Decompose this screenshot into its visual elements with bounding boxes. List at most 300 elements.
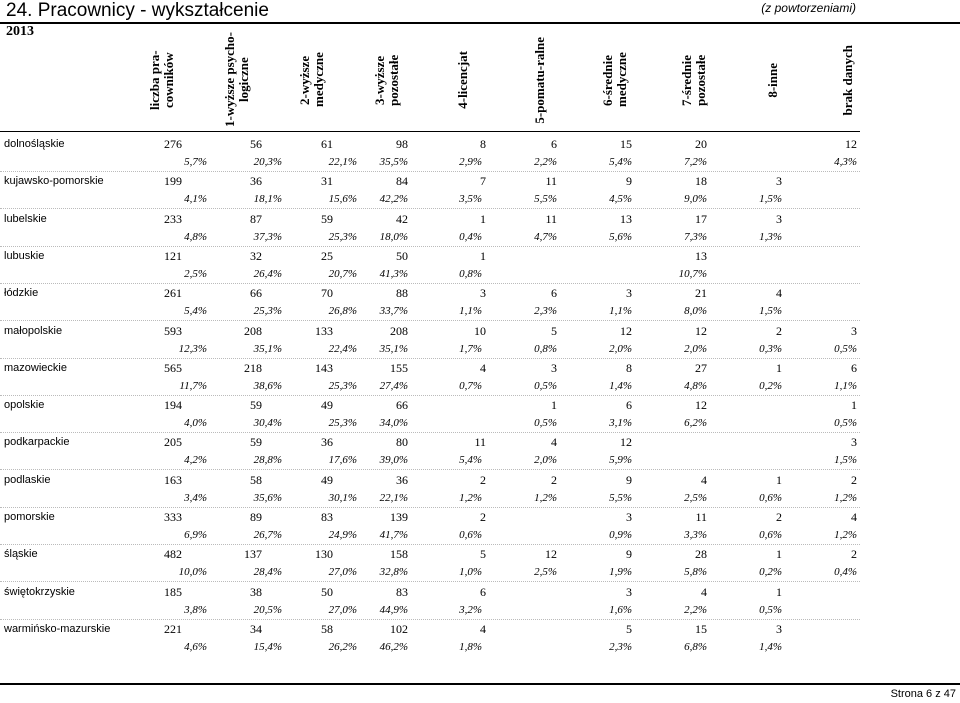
percent-cell: 26,7%: [253, 529, 282, 541]
percent-cell: 44,9%: [379, 603, 408, 616]
column-header-label: 7-średnie pozostałe: [679, 54, 708, 106]
count-cell: 3: [776, 621, 782, 636]
count-cell: 4: [701, 584, 707, 599]
count-cell: 199: [164, 174, 182, 189]
page-footer: Strona 6 z 47: [890, 688, 956, 700]
percent-cell: 41,7%: [379, 529, 408, 541]
row-separator: [0, 469, 860, 470]
count-cell: 89: [250, 510, 262, 524]
percent-cell: 3,3%: [684, 529, 707, 541]
percent-cell: 0,7%: [459, 379, 482, 392]
count-cell: 11: [545, 211, 557, 226]
count-cell: 84: [396, 174, 408, 189]
percent-cell: 5,8%: [684, 566, 707, 579]
percent-cell: 6,9%: [184, 529, 207, 541]
percent-cell: 2,3%: [609, 640, 632, 653]
column-header: [595, 30, 635, 130]
header-rule: [0, 131, 860, 132]
percent-cell: 4,1%: [184, 193, 207, 206]
count-cell: 42: [396, 211, 408, 226]
title-rule: [0, 22, 960, 24]
percent-cell: 6,2%: [684, 417, 707, 430]
row-separator: [0, 432, 860, 433]
column-header: [828, 30, 868, 130]
region-name: kujawsko-pomorskie: [4, 175, 104, 188]
percent-cell: 1,9%: [609, 566, 632, 579]
region-name: lubelskie: [4, 212, 47, 225]
count-cell: 1: [851, 398, 857, 413]
count-cell: 143: [315, 360, 333, 375]
column-header: [217, 30, 257, 130]
percent-cell: 1,4%: [759, 640, 782, 653]
count-cell: 87: [250, 211, 262, 226]
count-cell: 1: [776, 360, 782, 375]
count-cell: 12: [695, 398, 707, 413]
count-cell: 593: [164, 323, 182, 338]
count-cell: 130: [315, 547, 333, 562]
count-cell: 12: [545, 547, 557, 562]
percent-cell: 0,5%: [534, 417, 557, 430]
page-title: 24. Pracownicy - wykształcenie: [6, 0, 269, 21]
percent-cell: 18,1%: [253, 193, 282, 206]
count-cell: 2: [851, 547, 857, 562]
count-cell: 194: [164, 398, 182, 413]
percent-cell: 4,5%: [609, 193, 632, 206]
percent-cell: 1,1%: [609, 305, 632, 318]
region-name: podkarpackie: [4, 436, 70, 449]
percent-cell: 28,4%: [253, 566, 282, 579]
count-cell: 137: [244, 547, 262, 562]
region-name: dolnośląskie: [4, 138, 65, 150]
percent-cell: 2,2%: [534, 156, 557, 168]
percent-cell: 5,7%: [184, 156, 207, 168]
count-cell: 4: [701, 472, 707, 487]
count-cell: 12: [845, 137, 857, 151]
region-name: śląskie: [4, 548, 38, 561]
count-cell: 49: [321, 398, 333, 413]
row-separator: [0, 246, 860, 247]
percent-cell: 1,4%: [609, 379, 632, 392]
count-cell: 205: [164, 435, 182, 450]
percent-cell: 0,4%: [459, 230, 482, 243]
percent-cell: 37,3%: [253, 230, 282, 243]
percent-cell: 0,2%: [759, 379, 782, 392]
percent-cell: 2,5%: [534, 566, 557, 579]
count-cell: 83: [321, 510, 333, 524]
count-cell: 59: [250, 398, 262, 413]
column-header-label: 2-wyższe medyczne: [297, 52, 326, 108]
count-cell: 50: [321, 584, 333, 599]
count-cell: 276: [164, 137, 182, 151]
percent-cell: 33,7%: [379, 305, 408, 318]
count-cell: 6: [851, 360, 857, 375]
percent-cell: 34,0%: [379, 417, 408, 430]
count-cell: 185: [164, 584, 182, 599]
percent-cell: 35,1%: [379, 342, 408, 355]
count-cell: 18: [695, 174, 707, 189]
count-cell: 2: [776, 323, 782, 338]
percent-cell: 10,7%: [678, 267, 707, 280]
count-cell: 13: [620, 211, 632, 226]
count-cell: 20: [695, 137, 707, 151]
region-name: małopolskie: [4, 324, 63, 337]
count-cell: 261: [164, 286, 182, 301]
count-cell: 1: [776, 584, 782, 599]
percent-cell: 1,3%: [759, 230, 782, 243]
percent-cell: 0,8%: [534, 342, 557, 355]
percent-cell: 4,6%: [184, 640, 207, 653]
row-separator: [0, 544, 860, 545]
percent-cell: 41,3%: [379, 267, 408, 280]
region-name: pomorskie: [4, 511, 55, 523]
percent-cell: 0,9%: [609, 529, 632, 541]
count-cell: 6: [626, 398, 632, 413]
percent-cell: 1,2%: [534, 491, 557, 504]
count-cell: 49: [321, 472, 333, 487]
percent-cell: 0,8%: [459, 267, 482, 280]
percent-cell: 35,6%: [253, 491, 282, 504]
count-cell: 482: [164, 547, 182, 562]
count-cell: 98: [396, 137, 408, 151]
percent-cell: 0,6%: [759, 529, 782, 541]
percent-cell: 1,2%: [834, 529, 857, 541]
percent-cell: 25,3%: [328, 379, 357, 392]
count-cell: 50: [396, 248, 408, 263]
percent-cell: 1,0%: [459, 566, 482, 579]
column-header-label: 1-wyższe psycho- logiczne: [222, 32, 251, 128]
percent-cell: 15,6%: [328, 193, 357, 206]
column-header-label: 3-wyższe pozostałe: [372, 54, 401, 106]
percent-cell: 26,8%: [328, 305, 357, 318]
repetition-note: (z powtorzeniami): [761, 1, 856, 15]
percent-cell: 1,2%: [459, 491, 482, 504]
percent-cell: 5,6%: [609, 230, 632, 243]
column-header-label: brak danych: [840, 44, 855, 116]
percent-cell: 3,1%: [609, 417, 632, 430]
percent-cell: 10,0%: [178, 566, 207, 579]
percent-cell: 18,0%: [379, 230, 408, 243]
count-cell: 36: [321, 435, 333, 450]
region-name: świętokrzyskie: [4, 585, 75, 598]
count-cell: 80: [396, 435, 408, 450]
column-header: [367, 30, 407, 130]
column-header: [753, 30, 793, 130]
count-cell: 333: [164, 510, 182, 524]
percent-cell: 1,8%: [459, 640, 482, 653]
column-header: [292, 30, 332, 130]
count-cell: 2: [776, 510, 782, 524]
count-cell: 5: [626, 621, 632, 636]
percent-cell: 5,5%: [534, 193, 557, 206]
count-cell: 83: [396, 584, 408, 599]
count-cell: 3: [480, 286, 486, 301]
count-cell: 56: [250, 137, 262, 151]
count-cell: 12: [620, 435, 632, 450]
percent-cell: 7,3%: [684, 230, 707, 243]
column-header: [674, 30, 714, 130]
row-separator: [0, 395, 860, 396]
percent-cell: 0,5%: [534, 379, 557, 392]
percent-cell: 0,3%: [759, 342, 782, 355]
count-cell: 208: [390, 323, 408, 338]
region-name: mazowieckie: [4, 361, 67, 374]
count-cell: 15: [620, 137, 632, 151]
percent-cell: 38,6%: [253, 379, 282, 392]
percent-cell: 26,4%: [253, 267, 282, 280]
count-cell: 36: [396, 472, 408, 487]
count-cell: 3: [776, 211, 782, 226]
count-cell: 121: [164, 248, 182, 263]
percent-cell: 22,1%: [328, 156, 357, 168]
percent-cell: 22,1%: [379, 491, 408, 504]
row-separator: [0, 581, 860, 582]
count-cell: 2: [480, 510, 486, 524]
count-cell: 9: [626, 174, 632, 189]
percent-cell: 42,2%: [379, 193, 408, 206]
percent-cell: 5,9%: [609, 454, 632, 467]
percent-cell: 20,5%: [253, 603, 282, 616]
count-cell: 7: [480, 174, 486, 189]
count-cell: 36: [250, 174, 262, 189]
percent-cell: 27,0%: [328, 603, 357, 616]
percent-cell: 4,3%: [834, 156, 857, 168]
count-cell: 8: [626, 360, 632, 375]
count-cell: 17: [695, 211, 707, 226]
count-cell: 8: [480, 137, 486, 151]
count-cell: 6: [480, 584, 486, 599]
count-cell: 233: [164, 211, 182, 226]
percent-cell: 0,6%: [759, 491, 782, 504]
count-cell: 59: [321, 211, 333, 226]
percent-cell: 4,8%: [184, 230, 207, 243]
percent-cell: 32,8%: [379, 566, 408, 579]
percent-cell: 0,4%: [834, 566, 857, 579]
percent-cell: 11,7%: [179, 379, 207, 392]
footer-rule: [0, 683, 960, 685]
percent-cell: 0,5%: [759, 603, 782, 616]
percent-cell: 20,7%: [328, 267, 357, 280]
row-separator: [0, 619, 860, 620]
percent-cell: 30,1%: [328, 491, 357, 504]
count-cell: 4: [480, 360, 486, 375]
percent-cell: 2,0%: [534, 454, 557, 467]
region-name: podlaskie: [4, 473, 51, 486]
percent-cell: 25,3%: [253, 305, 282, 318]
percent-cell: 3,8%: [184, 603, 207, 616]
percent-cell: 8,0%: [684, 305, 707, 318]
percent-cell: 1,7%: [459, 342, 482, 355]
count-cell: 32: [250, 248, 262, 263]
count-cell: 70: [321, 286, 333, 301]
count-cell: 66: [250, 286, 262, 301]
region-name: łódzkie: [4, 287, 39, 300]
count-cell: 1: [776, 547, 782, 562]
column-header: [443, 30, 483, 130]
percent-cell: 1,1%: [459, 305, 482, 318]
count-cell: 3: [626, 286, 632, 301]
row-separator: [0, 320, 860, 321]
percent-cell: 0,6%: [459, 529, 482, 541]
column-header-label: 4-licencjat: [455, 51, 470, 109]
percent-cell: 2,5%: [184, 267, 207, 280]
percent-cell: 26,2%: [328, 640, 357, 653]
count-cell: 58: [250, 472, 262, 487]
percent-cell: 2,3%: [534, 305, 557, 318]
percent-cell: 1,5%: [759, 305, 782, 318]
region-name: lubuskie: [4, 249, 45, 262]
percent-cell: 2,9%: [459, 156, 482, 168]
count-cell: 102: [390, 621, 408, 636]
count-cell: 61: [321, 137, 333, 151]
year-label: 2013: [6, 24, 34, 39]
count-cell: 3: [626, 584, 632, 599]
count-cell: 66: [396, 398, 408, 413]
count-cell: 34: [250, 621, 262, 636]
count-cell: 163: [164, 472, 182, 487]
count-cell: 3: [776, 174, 782, 189]
count-cell: 12: [620, 323, 632, 338]
row-separator: [0, 283, 860, 284]
count-cell: 3: [851, 323, 857, 338]
percent-cell: 1,1%: [834, 379, 857, 392]
count-cell: 6: [551, 137, 557, 151]
percent-cell: 24,9%: [328, 529, 357, 541]
count-cell: 15: [695, 621, 707, 636]
count-cell: 155: [390, 360, 408, 375]
region-name: opolskie: [4, 399, 45, 412]
percent-cell: 6,8%: [684, 640, 707, 653]
count-cell: 3: [551, 360, 557, 375]
percent-cell: 7,2%: [684, 156, 707, 168]
count-cell: 1: [480, 211, 486, 226]
percent-cell: 0,5%: [834, 417, 857, 430]
count-cell: 12: [695, 323, 707, 338]
count-cell: 3: [626, 510, 632, 524]
percent-cell: 4,7%: [534, 230, 557, 243]
count-cell: 133: [315, 323, 333, 338]
count-cell: 6: [551, 286, 557, 301]
count-cell: 25: [321, 248, 333, 263]
count-cell: 221: [164, 621, 182, 636]
percent-cell: 2,0%: [684, 342, 707, 355]
count-cell: 10: [474, 323, 486, 338]
percent-cell: 25,3%: [328, 230, 357, 243]
percent-cell: 1,6%: [609, 603, 632, 616]
percent-cell: 27,4%: [379, 379, 408, 392]
count-cell: 59: [250, 435, 262, 450]
percent-cell: 5,4%: [609, 156, 632, 168]
row-separator: [0, 507, 860, 508]
percent-cell: 2,2%: [684, 603, 707, 616]
percent-cell: 28,8%: [253, 454, 282, 467]
percent-cell: 5,4%: [459, 454, 482, 467]
count-cell: 218: [244, 360, 262, 375]
count-cell: 58: [321, 621, 333, 636]
percent-cell: 25,3%: [328, 417, 357, 430]
count-cell: 2: [480, 472, 486, 487]
region-name: warmińsko-mazurskie: [4, 622, 111, 635]
percent-cell: 1,5%: [834, 454, 857, 467]
count-cell: 565: [164, 360, 182, 375]
count-cell: 2: [551, 472, 557, 487]
percent-cell: 2,0%: [609, 342, 632, 355]
percent-cell: 30,4%: [253, 417, 282, 430]
column-header-label: liczba pra- cowników: [147, 50, 176, 110]
row-separator: [0, 208, 860, 209]
count-cell: 1: [776, 472, 782, 487]
percent-cell: 17,6%: [328, 454, 357, 467]
count-cell: 158: [390, 547, 408, 562]
column-header-label: 8-inne: [765, 62, 780, 98]
count-cell: 1: [551, 398, 557, 413]
percent-cell: 4,0%: [184, 417, 207, 430]
count-cell: 21: [695, 286, 707, 301]
count-cell: 88: [396, 286, 408, 301]
percent-cell: 2,5%: [684, 491, 707, 504]
count-cell: 27: [695, 360, 707, 375]
column-header: [142, 30, 182, 130]
column-header: [520, 30, 560, 130]
percent-cell: 5,4%: [184, 305, 207, 318]
percent-cell: 0,5%: [834, 342, 857, 355]
percent-cell: 20,3%: [253, 156, 282, 168]
count-cell: 13: [695, 248, 707, 263]
count-cell: 4: [480, 621, 486, 636]
percent-cell: 27,0%: [328, 566, 357, 579]
row-separator: [0, 358, 860, 359]
count-cell: 11: [474, 435, 486, 450]
row-separator: [0, 171, 860, 172]
count-cell: 28: [695, 547, 707, 562]
column-header-label: 6-średnie medyczne: [600, 52, 629, 108]
count-cell: 9: [626, 472, 632, 487]
count-cell: 38: [250, 584, 262, 599]
count-cell: 139: [390, 510, 408, 524]
percent-cell: 0,2%: [759, 566, 782, 579]
count-cell: 11: [695, 510, 707, 524]
count-cell: 31: [321, 174, 333, 189]
percent-cell: 3,5%: [459, 193, 482, 206]
percent-cell: 39,0%: [379, 454, 408, 467]
percent-cell: 12,3%: [178, 342, 207, 355]
percent-cell: 46,2%: [379, 640, 408, 653]
count-cell: 11: [545, 174, 557, 189]
count-cell: 4: [776, 286, 782, 301]
percent-cell: 5,5%: [609, 491, 632, 504]
percent-cell: 9,0%: [684, 193, 707, 206]
percent-cell: 3,4%: [184, 491, 207, 504]
percent-cell: 35,5%: [379, 156, 408, 168]
percent-cell: 4,8%: [684, 379, 707, 392]
count-cell: 5: [480, 547, 486, 562]
count-cell: 4: [551, 435, 557, 450]
percent-cell: 15,4%: [253, 640, 282, 653]
percent-cell: 4,2%: [184, 454, 207, 467]
count-cell: 4: [851, 510, 857, 524]
count-cell: 208: [244, 323, 262, 338]
count-cell: 2: [851, 472, 857, 487]
percent-cell: 1,5%: [759, 193, 782, 206]
count-cell: 3: [851, 435, 857, 450]
count-cell: 1: [480, 248, 486, 263]
percent-cell: 35,1%: [253, 342, 282, 355]
percent-cell: 22,4%: [328, 342, 357, 355]
percent-cell: 1,2%: [834, 491, 857, 504]
percent-cell: 3,2%: [459, 603, 482, 616]
count-cell: 9: [626, 547, 632, 562]
column-header-label: 5-pomatu-ralne: [532, 36, 547, 124]
count-cell: 5: [551, 323, 557, 338]
